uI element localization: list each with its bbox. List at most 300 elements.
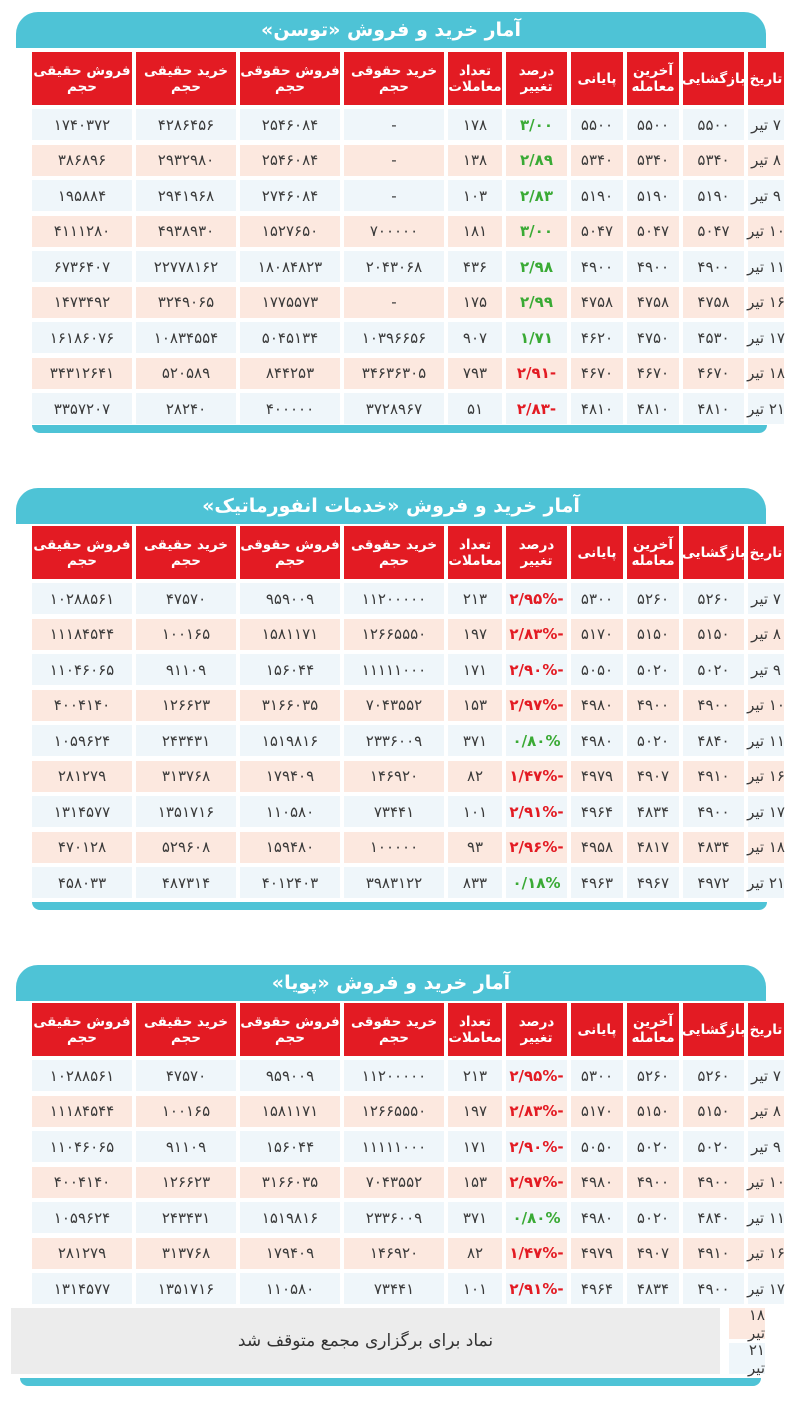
table-cell: ۴۸۳۴ <box>627 796 679 827</box>
change-percent-cell: -۲/۹۶% <box>506 832 567 863</box>
date-cell: ۹ تیر <box>748 654 784 685</box>
date-cell: ۸ تیر <box>748 1096 784 1127</box>
change-percent-cell: ۲/۸۳ <box>506 180 567 211</box>
column-header <box>506 52 567 105</box>
column-header-line: حجم <box>170 552 202 569</box>
table-cell: ۱۱۰۵۸۰ <box>240 796 340 827</box>
table-cell: ۳۴۳۱۲۶۴۱ <box>32 358 132 389</box>
column-header <box>240 1003 340 1056</box>
table-cell: ۲۸۱۲۷۹ <box>32 1238 132 1269</box>
column-header-line: تعداد <box>458 1013 492 1030</box>
table-row <box>16 1092 784 1128</box>
change-percent-cell: ۰/۸۰% <box>506 725 567 756</box>
column-header <box>683 526 744 579</box>
table-cell: ۱۷۷۵۵۷۳ <box>240 287 340 318</box>
table-cell: ۵۳۰۰ <box>571 1060 623 1091</box>
table-cell: ۴۰۰۴۱۴۰ <box>32 1167 132 1198</box>
table-cell: ۴۹۶۴ <box>571 796 623 827</box>
table-cell: ۴۹۶۷ <box>627 867 679 898</box>
table-title: آمار خرید و فروش «پویا» <box>16 965 766 1001</box>
table-cell: ۱۰۱ <box>448 796 502 827</box>
table-cell: ۳۲۴۹۰۶۵ <box>136 287 236 318</box>
table-row <box>16 1127 784 1163</box>
table-row <box>16 650 784 686</box>
column-header <box>748 52 784 105</box>
column-header-line: معاملات <box>448 1029 502 1046</box>
column-header-line: خرید حقیقی <box>143 536 229 553</box>
table-title: آمار خرید و فروش «خدمات انفورماتیک» <box>16 488 766 524</box>
column-header-line: خرید حقیقی <box>143 1013 229 1030</box>
column-header-line: تاریخ <box>749 1021 783 1038</box>
table-cell: ۵۵۰۰ <box>683 109 744 140</box>
table-cell: ۴۹۱۰ <box>683 1238 744 1269</box>
table-cell: ۱۲۶۶۲۳ <box>136 690 236 721</box>
table-cell: ۴۹۰۰ <box>683 690 744 721</box>
table-cell: ۵۲۰۵۸۹ <box>136 358 236 389</box>
date-cell: ۲۱ تیر <box>748 393 784 424</box>
table-cell: ۴۸۴۰ <box>683 725 744 756</box>
table-cell: ۲۴۳۴۳۱ <box>136 725 236 756</box>
column-header-line: تغییر <box>520 78 553 95</box>
table-cell: ۱۱۰۴۶۰۶۵ <box>32 654 132 685</box>
table-cell: - <box>344 287 444 318</box>
table-cell: ۵۰۲۰ <box>627 1202 679 1233</box>
table-cell: ۱۵۱۹۸۱۶ <box>240 1202 340 1233</box>
date-cell: ۸ تیر <box>748 145 784 176</box>
column-header <box>32 1003 132 1056</box>
table-cell: ۵۰۲۰ <box>627 1131 679 1162</box>
change-percent-cell: -۲/۸۳% <box>506 619 567 650</box>
column-header <box>344 52 444 105</box>
change-percent-cell: -۲/۹۰% <box>506 654 567 685</box>
table-row <box>16 757 784 793</box>
change-percent-cell: -۲/۹۰% <box>506 1131 567 1162</box>
column-header-line: حجم <box>274 1029 306 1046</box>
change-percent-cell: ۲/۸۹ <box>506 145 567 176</box>
date-cell: ۱۰ تیر <box>748 216 784 247</box>
table-row <box>16 721 784 757</box>
date-cell: ۱۱ تیر <box>748 725 784 756</box>
column-header-line: معاملات <box>448 552 502 569</box>
table-cell: ۱۹۷ <box>448 1096 502 1127</box>
table-cell: ۵۱۹۰ <box>571 180 623 211</box>
table-cell: ۹۵۹۰۰۹ <box>240 583 340 614</box>
column-header-line: معامله <box>631 78 675 95</box>
change-percent-cell: -۲/۹۵% <box>506 583 567 614</box>
column-header-line: درصد <box>518 1013 555 1030</box>
date-cell: ۷ تیر <box>748 1060 784 1091</box>
table-cell: ۱۵۹۴۸۰ <box>240 832 340 863</box>
table-cell: ۴۹۰۰ <box>571 251 623 282</box>
table-cell: ۴۹۰۰ <box>683 796 744 827</box>
table-bottom-bar <box>20 1378 761 1386</box>
column-header <box>571 52 623 105</box>
table-row <box>16 318 784 354</box>
table-cell: ۱۳۱۴۵۷۷ <box>32 1273 132 1304</box>
table-cell: ۱۵۶۰۴۴ <box>240 654 340 685</box>
table-cell: ۴۸۱۰ <box>627 393 679 424</box>
table-cell: ۴۹۰۰ <box>627 1167 679 1198</box>
table-bottom-bar <box>32 902 767 910</box>
table-cell: ۱۶۱۸۶۰۷۶ <box>32 322 132 353</box>
halt-date-18: ۱۸ تیر <box>729 1308 765 1339</box>
table-cell: ۵۱۹۰ <box>627 180 679 211</box>
table-cell: ۳۱۳۷۶۸ <box>136 761 236 792</box>
date-cell: ۱۰ تیر <box>748 1167 784 1198</box>
table-cell: ۱۵۱۹۸۱۶ <box>240 725 340 756</box>
column-header-line: فروش حقیقی <box>33 62 131 79</box>
table-cell: ۵۱۵۰ <box>627 619 679 650</box>
table-cell: ۴۶۲۰ <box>571 322 623 353</box>
column-header-line: حجم <box>274 78 306 95</box>
table-row <box>16 1056 784 1092</box>
table-cell: ۴۹۷۹ <box>571 1238 623 1269</box>
column-header <box>136 526 236 579</box>
table-cell: ۴۹۸۰ <box>571 725 623 756</box>
column-header-line: خرید حقوقی <box>350 536 438 553</box>
table-cell: ۷۹۳ <box>448 358 502 389</box>
table-cell: ۵۳۴۰ <box>627 145 679 176</box>
table-cell: ۱۷۹۴۰۹ <box>240 761 340 792</box>
date-cell: ۱۶ تیر <box>748 287 784 318</box>
date-cell: ۱۶ تیر <box>748 761 784 792</box>
column-header-line: تغییر <box>520 1029 553 1046</box>
change-percent-cell: -۲/۹۱% <box>506 796 567 827</box>
table-cell: ۵۲۶۰ <box>627 1060 679 1091</box>
date-cell: ۸ تیر <box>748 619 784 650</box>
date-cell: ۹ تیر <box>748 1131 784 1162</box>
table-cell: ۵۰۵۰ <box>571 1131 623 1162</box>
table-cell: ۴۰۰۰۰۰ <box>240 393 340 424</box>
column-header <box>448 1003 502 1056</box>
date-cell: ۱۸ تیر <box>748 832 784 863</box>
table-cell: ۴۹۶۳ <box>571 867 623 898</box>
table-cell: ۱۴۶۹۲۰ <box>344 1238 444 1269</box>
table-row <box>16 1269 784 1305</box>
table-cell: ۲۹۴۱۹۶۸ <box>136 180 236 211</box>
table-cell: - <box>344 180 444 211</box>
table-cell: ۴۰۱۲۴۰۳ <box>240 867 340 898</box>
table-cell: ۱۴۷۳۴۹۲ <box>32 287 132 318</box>
table-cell: ۱۸۰۸۴۸۲۳ <box>240 251 340 282</box>
table-cell: ۱۲۶۶۵۵۵۰ <box>344 1096 444 1127</box>
column-header-line: معاملات <box>448 78 502 95</box>
date-cell: ۱۷ تیر <box>748 796 784 827</box>
table-cell: ۱۹۵۸۸۴ <box>32 180 132 211</box>
header-row <box>16 1003 784 1056</box>
column-header-line: فروش حقوقی <box>240 536 340 553</box>
column-header-line: پایانی <box>577 70 617 87</box>
date-cell: ۱۶ تیر <box>748 1238 784 1269</box>
column-header-line: فروش حقیقی <box>33 1013 131 1030</box>
column-header-line: خرید حقیقی <box>143 62 229 79</box>
date-cell: ۱۱ تیر <box>748 251 784 282</box>
table-cell: ۹۱۱۰۹ <box>136 654 236 685</box>
table-cell: ۱۰۰۰۰۰ <box>344 832 444 863</box>
table-cell: ۱۳۵۱۷۱۶ <box>136 1273 236 1304</box>
table-cell: ۳۹۸۳۱۲۲ <box>344 867 444 898</box>
table-cell: ۴۹۸۰ <box>571 690 623 721</box>
table-cell: ۱۰۲۸۸۵۶۱ <box>32 583 132 614</box>
table-cell: ۵۲۶۰ <box>683 1060 744 1091</box>
table-cell: ۱۰۵۹۶۲۴ <box>32 725 132 756</box>
table-cell: ۲۸۲۴۰ <box>136 393 236 424</box>
table-cell: ۴۷۵۷۰ <box>136 583 236 614</box>
table-cell: ۱۱۱۱۱۰۰۰ <box>344 1131 444 1162</box>
table-cell: ۱۱۱۱۱۰۰۰ <box>344 654 444 685</box>
column-header-line: تعداد <box>458 536 492 553</box>
table-cell: - <box>344 145 444 176</box>
table-cell: ۲۷۴۶۰۸۴ <box>240 180 340 211</box>
table-cell: ۴۷۵۷۰ <box>136 1060 236 1091</box>
table-cell: ۵۱۵۰ <box>683 619 744 650</box>
table-cell: ۴۷۵۰ <box>627 322 679 353</box>
column-header <box>571 526 623 579</box>
table-cell: ۴۸۱۰ <box>571 393 623 424</box>
table-cell: ۴۵۳۰ <box>683 322 744 353</box>
column-header-line: حجم <box>170 78 202 95</box>
table-cell: ۴۷۵۸ <box>683 287 744 318</box>
change-percent-cell: ۳/۰۰ <box>506 216 567 247</box>
table-cell: ۴۹۰۰ <box>683 1273 744 1304</box>
column-header-line: حجم <box>378 78 410 95</box>
change-percent-cell: ۰/۱۸% <box>506 867 567 898</box>
table-cell: ۱۱۱۸۴۵۴۴ <box>32 619 132 650</box>
table-cell: ۴۹۸۰ <box>571 1202 623 1233</box>
table-cell: ۱۳۸ <box>448 145 502 176</box>
table-cell: ۱۰۵۹۶۲۴ <box>32 1202 132 1233</box>
column-header-line: معامله <box>631 1029 675 1046</box>
table-cell: ۱۲۶۶۲۳ <box>136 1167 236 1198</box>
column-header-line: خرید حقوقی <box>350 1013 438 1030</box>
table-cell: ۹۰۷ <box>448 322 502 353</box>
table-cell: ۱۷۹۴۰۹ <box>240 1238 340 1269</box>
table-cell: ۱۱۱۸۴۵۴۴ <box>32 1096 132 1127</box>
table-cell: ۱۴۶۹۲۰ <box>344 761 444 792</box>
table-cell: ۲۵۴۶۰۸۴ <box>240 109 340 140</box>
table-cell: ۵۰۴۷ <box>571 216 623 247</box>
table-cell: ۱۷۸ <box>448 109 502 140</box>
table-cell: ۴۸۳۴ <box>627 1273 679 1304</box>
column-header-line: درصد <box>518 536 555 553</box>
table-cell: ۹۱۱۰۹ <box>136 1131 236 1162</box>
table-cell: ۲۲۷۷۸۱۶۲ <box>136 251 236 282</box>
column-header <box>136 52 236 105</box>
table-cell: ۵۰۲۰ <box>627 654 679 685</box>
column-header <box>448 52 502 105</box>
table-cell: ۵۵۰۰ <box>627 109 679 140</box>
table-cell: ۵۳۴۰ <box>571 145 623 176</box>
change-percent-cell: -۲/۹۷% <box>506 1167 567 1198</box>
table-cell: ۲۸۱۲۷۹ <box>32 761 132 792</box>
table-cell: ۳۷۱ <box>448 725 502 756</box>
column-header <box>571 1003 623 1056</box>
table-cell: ۳۸۶۸۹۶ <box>32 145 132 176</box>
table-cell: ۴۶۷۰ <box>683 358 744 389</box>
table-cell: ۵۲۶۰ <box>627 583 679 614</box>
table-cell: ۴۰۰۴۱۴۰ <box>32 690 132 721</box>
change-percent-cell: -۱/۴۷% <box>506 1238 567 1269</box>
table-cell: ۴۲۸۶۴۵۶ <box>136 109 236 140</box>
table-cell: ۴۹۳۸۹۳۰ <box>136 216 236 247</box>
table-title: آمار خرید و فروش «توسن» <box>16 12 766 48</box>
table-cell: ۱۰۰۱۶۵ <box>136 619 236 650</box>
table-cell: ۴۸۴۰ <box>683 1202 744 1233</box>
column-header-line: تعداد <box>458 62 492 79</box>
date-cell: ۱۱ تیر <box>748 1202 784 1233</box>
table-cell: ۵۰۲۰ <box>627 725 679 756</box>
table-cell: ۴۹۷۲ <box>683 867 744 898</box>
change-percent-cell: -۲/۸۳ <box>506 393 567 424</box>
table-cell: ۴۷۵۸ <box>571 287 623 318</box>
column-header <box>748 526 784 579</box>
table-row <box>16 792 784 828</box>
table-cell: ۱۷۵ <box>448 287 502 318</box>
table-cell: ۵۰۲۰ <box>683 1131 744 1162</box>
table-row <box>16 1234 784 1270</box>
table-row <box>16 1198 784 1234</box>
table-row <box>16 828 784 864</box>
table-cell: ۲۹۳۲۹۸۰ <box>136 145 236 176</box>
column-header-line: آخرین <box>633 62 673 79</box>
table-cell: ۱۵۳ <box>448 690 502 721</box>
date-cell: ۱۷ تیر <box>748 322 784 353</box>
column-header-line: تاریخ <box>749 70 783 87</box>
table-cell: ۳۴۶۳۶۳۰۵ <box>344 358 444 389</box>
table-cell: ۴۹۰۰ <box>683 1167 744 1198</box>
column-header-line: فروش حقوقی <box>240 62 340 79</box>
header-row <box>16 52 784 105</box>
table-cell: ۱۷۴۰۳۷۲ <box>32 109 132 140</box>
column-header-line: بازگشایی <box>681 544 746 561</box>
table-cell: ۵۱۹۰ <box>683 180 744 211</box>
table-cell: ۴۹۰۰ <box>627 251 679 282</box>
table-cell: ۴۷۵۸ <box>627 287 679 318</box>
table-cell: ۵۰۴۷ <box>683 216 744 247</box>
column-header <box>748 1003 784 1056</box>
stats-table <box>16 52 784 425</box>
column-header-line: خرید حقوقی <box>350 62 438 79</box>
column-header <box>506 526 567 579</box>
table-cell: ۶۷۳۶۴۰۷ <box>32 251 132 282</box>
column-header <box>506 1003 567 1056</box>
stats-table <box>16 1003 784 1305</box>
change-percent-cell: -۲/۸۳% <box>506 1096 567 1127</box>
table-cell: ۴۹۵۸ <box>571 832 623 863</box>
table-cell: ۱۳۱۴۵۷۷ <box>32 796 132 827</box>
column-header-line: بازگشایی <box>681 70 746 87</box>
table-cell: ۴۹۸۰ <box>571 1167 623 1198</box>
table-cell: ۱۷۱ <box>448 1131 502 1162</box>
table-row <box>16 1163 784 1199</box>
table-cell: ۱۸۱ <box>448 216 502 247</box>
column-header-line: آخرین <box>633 536 673 553</box>
column-header-line: حجم <box>66 1029 98 1046</box>
table-cell: ۹۳ <box>448 832 502 863</box>
column-header-line: حجم <box>66 78 98 95</box>
column-header <box>344 526 444 579</box>
table-cell: ۴۱۱۱۲۸۰ <box>32 216 132 247</box>
table-cell: ۱۲۶۶۵۵۵۰ <box>344 619 444 650</box>
table-row <box>16 354 784 390</box>
table-cell: ۱۰۳ <box>448 180 502 211</box>
table-cell: ۷۳۴۴۱ <box>344 1273 444 1304</box>
column-header-line: فروش حقوقی <box>240 1013 340 1030</box>
table-cell: ۱۳۵۱۷۱۶ <box>136 796 236 827</box>
table-cell: ۴۹۰۷ <box>627 761 679 792</box>
stats-table <box>16 526 784 899</box>
table-cell: ۸۲ <box>448 761 502 792</box>
column-header <box>448 526 502 579</box>
table-cell: ۵۰۴۵۱۳۴ <box>240 322 340 353</box>
change-percent-cell: ۰/۸۰% <box>506 1202 567 1233</box>
table-cell: ۹۵۹۰۰۹ <box>240 1060 340 1091</box>
table-cell: ۸۳۳ <box>448 867 502 898</box>
table-row <box>16 141 784 177</box>
table-cell: ۲۱۳ <box>448 583 502 614</box>
table-row <box>16 212 784 248</box>
table-cell: ۴۷۰۱۲۸ <box>32 832 132 863</box>
table-cell: ۳۷۱ <box>448 1202 502 1233</box>
change-percent-cell: -۱/۴۷% <box>506 761 567 792</box>
table-row <box>16 176 784 212</box>
table-cell: ۲۵۴۶۰۸۴ <box>240 145 340 176</box>
table-cell: ۴۹۶۴ <box>571 1273 623 1304</box>
column-header <box>344 1003 444 1056</box>
table-row <box>16 615 784 651</box>
table-cell: ۴۸۱۰ <box>683 393 744 424</box>
table-cell: ۴۹۰۰ <box>683 251 744 282</box>
date-cell: ۹ تیر <box>748 180 784 211</box>
column-header <box>240 52 340 105</box>
table-cell: ۱۰۰۱۶۵ <box>136 1096 236 1127</box>
change-percent-cell: -۲/۹۱ <box>506 358 567 389</box>
column-header <box>240 526 340 579</box>
table-cell: ۸۴۴۲۵۳ <box>240 358 340 389</box>
table-row <box>16 283 784 319</box>
table-cell: ۵۲۹۶۰۸ <box>136 832 236 863</box>
change-percent-cell: -۲/۹۱% <box>506 1273 567 1304</box>
table-cell: ۱۵۸۱۱۷۱ <box>240 619 340 650</box>
table-cell: ۱۵۸۱۱۷۱ <box>240 1096 340 1127</box>
column-header-line: معامله <box>631 552 675 569</box>
column-header <box>683 1003 744 1056</box>
table-cell: ۴۶۷۰ <box>627 358 679 389</box>
column-header <box>627 1003 679 1056</box>
trading-halt-notice: نماد برای برگزاری مجمع متوقف شد <box>11 1308 720 1374</box>
table-cell: ۳۱۶۶۰۳۵ <box>240 690 340 721</box>
table-cell: ۲۴۳۴۳۱ <box>136 1202 236 1233</box>
date-cell: ۱۰ تیر <box>748 690 784 721</box>
table-cell: ۴۹۰۰ <box>627 690 679 721</box>
change-percent-cell: ۲/۹۹ <box>506 287 567 318</box>
change-percent-cell: -۲/۹۷% <box>506 690 567 721</box>
column-header-line: پایانی <box>577 544 617 561</box>
column-header <box>32 526 132 579</box>
table-cell: ۱۷۱ <box>448 654 502 685</box>
table-cell: ۵۰۲۰ <box>683 654 744 685</box>
column-header-line: حجم <box>170 1029 202 1046</box>
table-cell: ۷۰۴۳۵۵۲ <box>344 1167 444 1198</box>
column-header <box>136 1003 236 1056</box>
table-cell: ۲۰۴۳۰۶۸ <box>344 251 444 282</box>
header-row <box>16 526 784 579</box>
table-cell: ۴۶۷۰ <box>571 358 623 389</box>
table-cell: ۵۰۴۷ <box>627 216 679 247</box>
column-header-line: بازگشایی <box>681 1021 746 1038</box>
column-header <box>627 526 679 579</box>
table-cell: ۵۲۶۰ <box>683 583 744 614</box>
